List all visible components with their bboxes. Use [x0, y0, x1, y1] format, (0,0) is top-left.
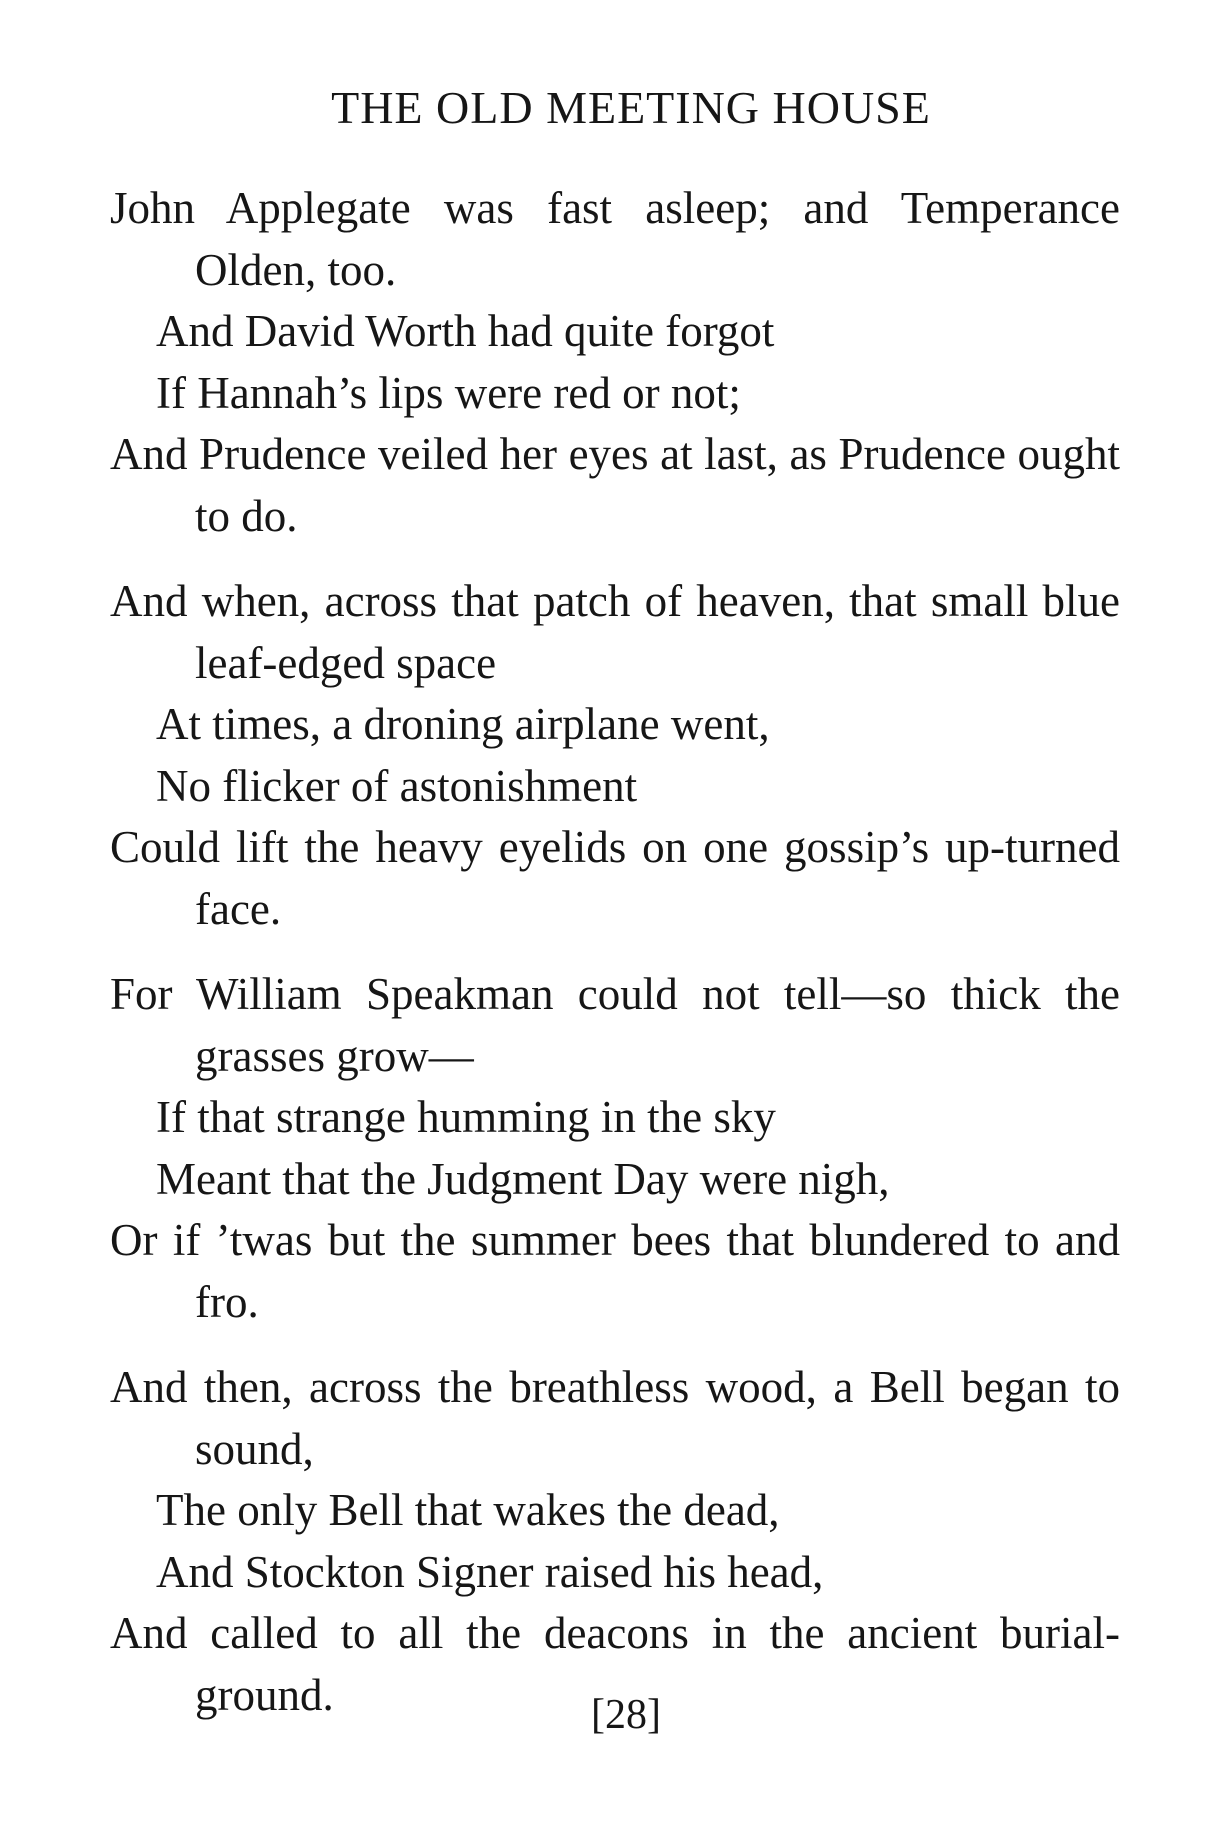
poem-line: Meant that the Judgment Day were nigh, [156, 1153, 890, 1204]
poem-line: And Stockton Signer raised his head, [156, 1546, 824, 1597]
poem-line: If Hannah’s lips were red or not; [156, 367, 741, 418]
poem-line: And David Worth had quite forgot [156, 306, 775, 356]
poem-line: For William Speakman could not tell—so thick the grasses grow— [110, 969, 1120, 1081]
stanza [110, 1357, 1120, 1726]
poem-line: And called to all the deacons in the ancient burial-ground. [110, 1608, 1120, 1720]
poem-line: And when, across that patch of heaven, that small blue leaf-edged space [110, 576, 1120, 688]
poem-line: The only Bell that wakes the dead, [156, 1485, 780, 1535]
stanza [110, 178, 1120, 547]
running-header: THE OLD MEETING HOUSE [331, 82, 931, 133]
poem-line: And then, across the breathless wood, a Bell began to sound, [110, 1362, 1120, 1474]
stanza [110, 964, 1120, 1333]
poem-line: If that strange humming in the sky [156, 1092, 776, 1142]
poem-line: Or if ’twas but the summer bees that blundered to and fro. [110, 1215, 1120, 1327]
page-number: [28] [591, 1692, 661, 1738]
poem-line: At times, a droning airplane went, [156, 699, 770, 749]
poem-line: No flicker of astonishment [156, 760, 638, 811]
poem-line: Could lift the heavy eyelids on one gossip’s up-turned face. [110, 822, 1120, 934]
stanza [110, 571, 1120, 940]
poem-line: And Prudence veiled her eyes at last, as Prudence ought to do. [110, 429, 1120, 541]
poem-line: John Applegate was fast asleep; and Temperance Olden, too. [110, 183, 1120, 295]
poem-body [110, 178, 1120, 1750]
